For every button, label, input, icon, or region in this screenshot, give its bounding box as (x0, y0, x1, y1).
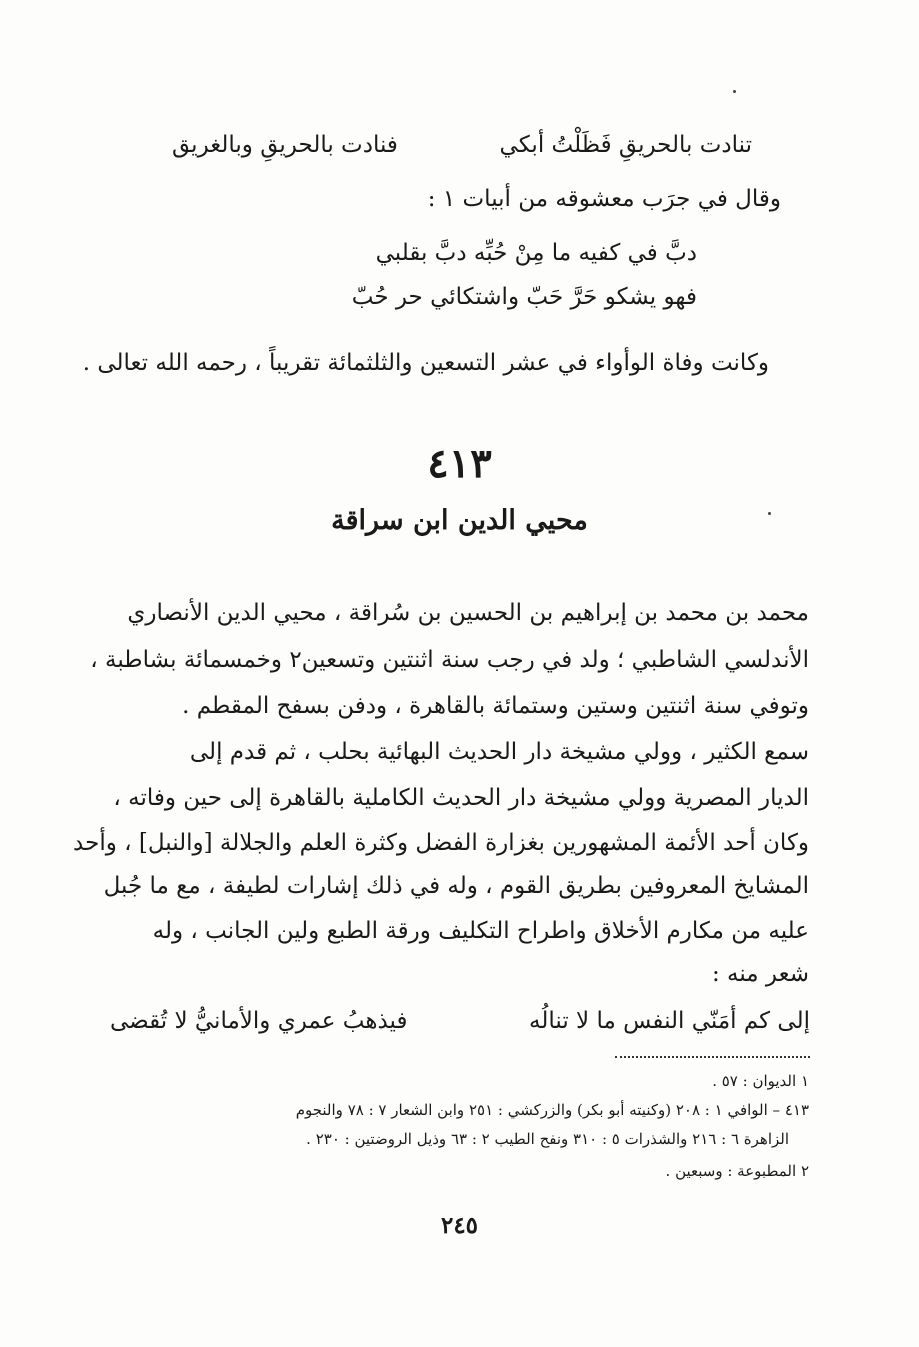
page-number: ٢٤٥ (440, 1212, 479, 1239)
footnote: ٢ المطبوعة : وسبعين . (665, 1162, 809, 1180)
verse-3-left-hemistich: فيذهبُ عمري والأمانيُّ لا تُقضى (110, 1008, 408, 1034)
verse-1-left-hemistich: فنادت بالحريقِ وبالغريق (172, 132, 398, 158)
body-line: محمد بن محمد بن إبراهيم بن الحسين بن سُراقة ، محيي الدين الأنصاري (127, 600, 809, 626)
body-line: المشايخ المعروفين بطريق القوم ، وله في ذلك إشارات لطيفة ، مع ما جُبل (103, 873, 809, 899)
footnote: ٤١٣ – الوافي ١ : ٢٠٨ (وكنيته أبو بكر) والزركشي : ٢٥١ وابن الشعار ٧ : ٧٨ والنجوم (295, 1101, 809, 1119)
body-line: الأندلسي الشاطبي ؛ ولد في رجب سنة اثنتين وتسعين٢ وخمسمائة بشاطبة ، (90, 647, 809, 673)
body-line: عليه من مكارم الأخلاق واطراح التكليف ورقة الطبع ولين الجانب ، وله (152, 918, 809, 944)
death-note: وكانت وفاة الوأواء في عشر التسعين والثلثمائة تقريباً ، رحمه الله تعالى . (82, 350, 769, 376)
footnote: الزاهرة ٦ : ٢١٦ والشذرات ٥ : ٣١٠ ونفح الطيب ٢ : ٦٣ وذيل الروضتين : ٢٣٠ . (306, 1130, 789, 1148)
body-line: سمع الكثير ، وولي مشيخة دار الحديث البهائية بحلب ، ثم قدم إلى (189, 739, 809, 765)
verse-1-right-hemistich: تنادت بالحريقِ فَظَلْتُ أبكي (499, 132, 752, 158)
footnote-separator (615, 1056, 810, 1058)
verse-2-line-1: دبَّ في كفيه ما مِنْ حُبِّه دبَّ بقلبي (375, 240, 697, 266)
body-line: الديار المصرية وولي مشيخة دار الحديث الكاملية بالقاهرة إلى حين وفاته ، (113, 785, 809, 811)
verse-2-line-2: فهو يشكو حَرَّ حَبّ واشتكائي حر حُبّ (351, 284, 697, 310)
footnote: ١ الديوان : ٥٧ . (712, 1072, 809, 1090)
verse-3-right-hemistich: إلى كم أمَنّي النفس ما لا تنالُه (529, 1008, 810, 1034)
verse-1 (172, 132, 752, 158)
body-line: شعر منه : (711, 961, 809, 987)
entry-title: محيي الدين ابن سراقة (331, 505, 588, 536)
body-line: وتوفي سنة اثنتين وستين وستمائة بالقاهرة ، ودفن بسفح المقطم . (182, 693, 809, 719)
scan-speck (733, 90, 736, 93)
body-line: وكان أحد الأئمة المشهورين بغزارة الفضل وكثرة العلم والجلالة [والنبل] ، وأحد (73, 830, 809, 856)
verse-3 (110, 1008, 810, 1034)
intro-line: وقال في جرَب معشوقه من أبيات ١ : (427, 186, 781, 212)
scan-speck (768, 512, 771, 515)
entry-number: ٤١٣ (427, 440, 492, 487)
